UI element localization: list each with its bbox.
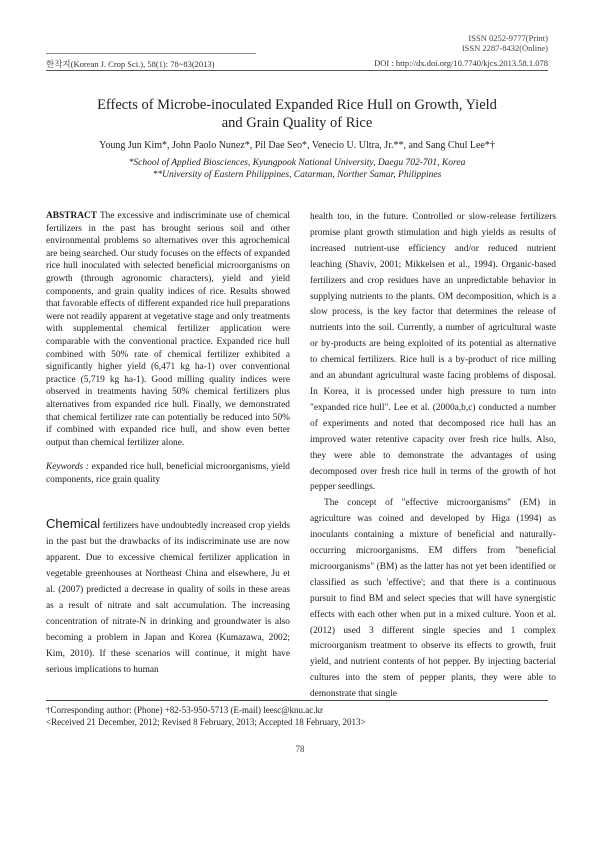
issn-online: ISSN 2287-8432(Online) [461,43,548,53]
body-paragraph-1: health too, in the future. Controlled or slow-release fertilizers promise plant growth stimulation and high yields as results of increased nutrient-use efficiency and/or reduced nutrient leaching (Shaviv, 2001; Mikkelsen et al., 1994). Organic-based fertilizers and crop residues have an unpredictable behavior in supplying nutrients to the plants. OM decomposition, which is a slow process, is the key factor that determines the release of nutrients into the soil. Currently, a number of agricultural waste or by-products are being exploited of its potential as alternative to chemical fertilizers. Rice hull is a by-product of rice milling and an abundant agricultural waste facing problems of disposal. In Korea, it is processed under high pressure to turn into "expanded rice hull". Lee et al. (2000a,b,c) conducted a number of experiments and noted that decomposed rice hull has an improved water retentive capacity over fresh rice hulls. Also, they were able to demonstrate the advantages of using decomposed over fresh rice hull in terms of the growth of hot pepper seedlings. [310,212,556,493]
intro-text: fertilizers have undoubtedly increased crop yields in the past but the drawbacks of its indiscriminate use are now apparent. Due to excessive chemical fertilizer application in vegetable greenhouses at Northeast China and elsewhere, Ju et al. (2007) predicted a decrease in quality of soils in these areas as a result of nitrate and salt accumulation. The increasing concentration of nitrate-N in drinking and groundwater is also becoming a problem in Japan and Korea (Kumazawa, 2002; Kim, 2010). If these scenarios will continue, it might have serious implications to human [46,521,290,675]
left-column [46,210,290,679]
issn-block [462,33,548,53]
keywords-text: expanded rice hull, beneficial microorganisms, yield components, rice grain quality [46,462,290,485]
author-list: Young Jun Kim*, John Paolo Nunez*, Pil Dae Seo*, Venecio U. Ultra, Jr.**, and Sang Chul Lee*† [99,140,495,151]
page-number: 78 [295,744,305,754]
issn-print: ISSN 0252-9777(Print) [468,33,548,43]
intro-paragraph [46,516,290,678]
keywords-heading: Keywords : [46,462,89,473]
header-rule [46,70,548,71]
abstract-heading: ABSTRACT [46,211,98,221]
footnote-rule [46,700,548,701]
corresponding-author: †Corresponding author: (Phone) +82-53-950-5713 (E-mail) leesc@knu.ac.kr [46,705,324,715]
paper-title [46,96,548,132]
title-line-1: Effects of Microbe-inoculated Expanded Rice Hull on Growth, Yield [97,97,497,113]
affiliation-1: *School of Applied Biosciences, Kyungpook National University, Daegu 702-701, Korea [128,158,466,168]
right-column [310,210,556,703]
keywords [46,461,290,486]
affiliation-2: **University of Eastern Philippines, Catarman, Norther Samar, Philippines [152,170,442,180]
doi-link[interactable]: DOI : http://dx.doi.org/10.7740/kjcs.2013.58.1.078 [374,58,548,68]
footnote [46,704,548,728]
intro-dropcap-word: Chemical [46,516,101,532]
affiliations [46,157,548,181]
body-paragraph-2: The concept of "effective microorganisms" (EM) in agriculture was coined and developed by Higa (1994) as inoculants containing a mixture of beneficial and naturally-occurring microorganisms. EM differs from "beneficial microorganisms" (BM) as the latter has not yet been identified or classified as such 'effective'; and that there is a continuous pursuit to find BM and select species that will have synergistic effects with each other when put in a mixed culture. Yoon et al. (2012) used 3 different single species and 1 complex microorganism treatment to observe its effects to growth, fruit yield, and nutrient contents of hot pepper. By injecting bacterial cultures into the stem of pepper plants, they were able to demonstrate that single [310,498,556,700]
abstract-text: The excessive and indiscriminate use of chemical fertilizers in the past has brought serious soil and other environmental problems so alternatives over this agrochemical are being searched. Our study focuses on the effects of expanded rice hull inoculated with selected beneficial microorganisms on growth (through agronomic characters), yield and yield components, and grain quality indices of rice. Results showed that favorable effects of different expanded rice hull preparations were not readily apparent at vegetative stage and only treatments with supplemental chemical fertilizer application were comparable with the conventional practice. Expanded rice hull combined with 50% rate of chemical fertilizer exhibited a significantly higher yield (6,471 kg ha-1) over conventional practice (5,719 kg ha-1). Good milling quality indices were observed in treatments having 50% chemical fertilizers plus alternatives from expanded rice hull. Finally, we demonstrated that chemical fertilizer rate can potentially be reduced into 50% if combined with expanded rice hull, and show even better output than chemical fertilizer alone. [46,211,290,448]
title-line-2: and Grain Quality of Rice [221,115,373,131]
abstract [46,210,290,449]
header-rule-thin [46,53,256,54]
journal-citation: 한작지(Korean J. Crop Sci.), 58(1): 78~83(2013) [46,59,215,69]
received-dates: <Received 21 December, 2012; Revised 8 February, 2013; Accepted 18 February, 2013> [46,717,366,727]
